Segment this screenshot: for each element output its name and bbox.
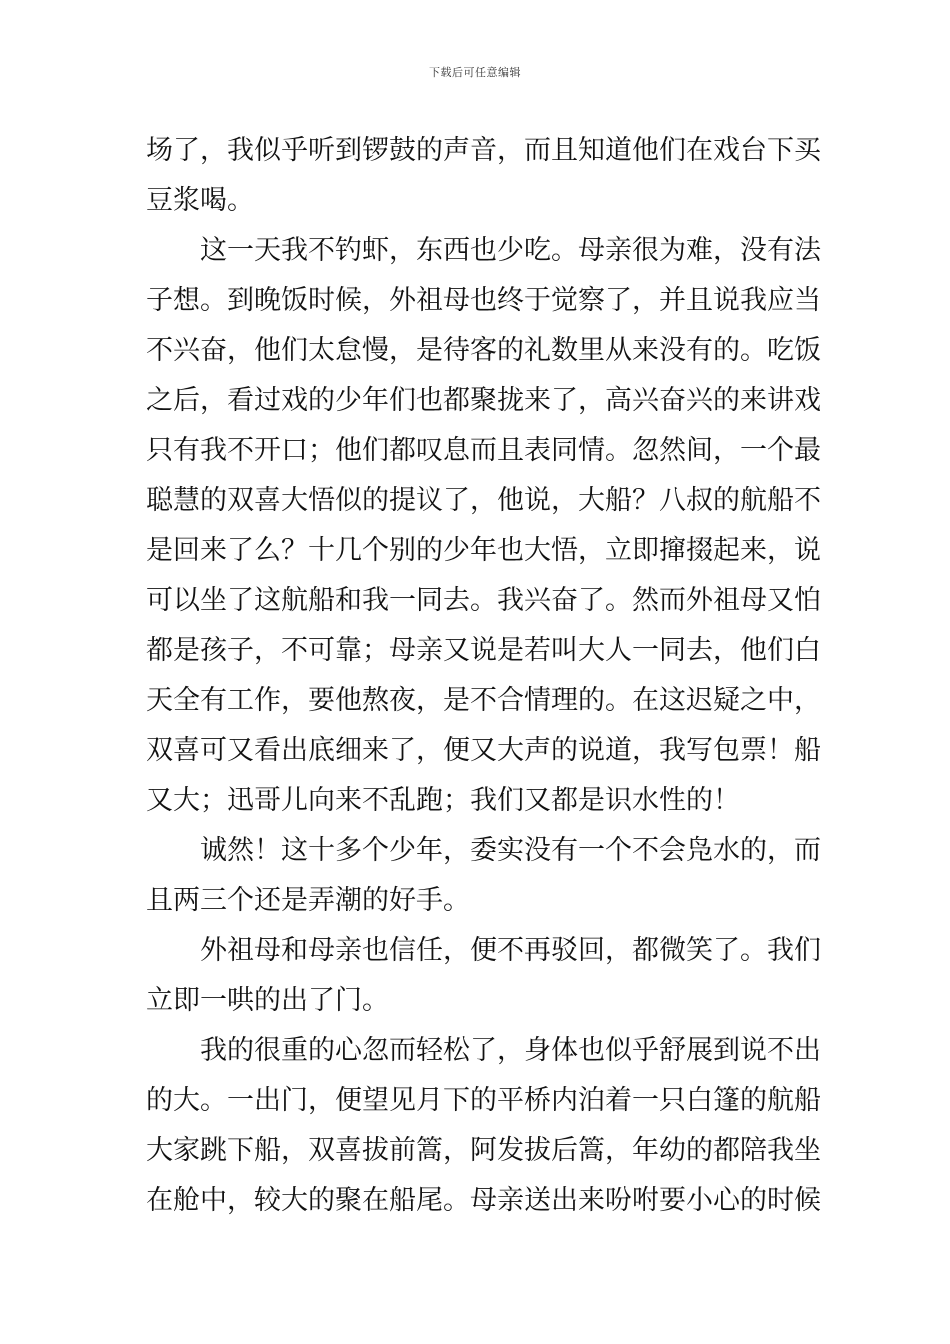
text-line: 豆浆喝。 <box>146 185 254 216</box>
text-line: 子想。到晚饭时候，外祖母也终于觉察了，并且说我应当 <box>146 285 821 316</box>
text-line: 双喜可又看出底细来了，便又大声的说道，我写包票！船 <box>146 735 821 766</box>
text-line: 之后，看过戏的少年们也都聚拢来了，高兴奋兴的来讲戏 <box>146 385 821 416</box>
text-line: 的大。一出门，便望见月下的平桥内泊着一只白篷的航船 <box>146 1085 821 1116</box>
text-line: 天全有工作，要他熬夜，是不合情理的。在这迟疑之中， <box>146 685 821 716</box>
text-line: 可以坐了这航船和我一同去。我兴奋了。然而外祖母又怕 <box>146 585 821 616</box>
text-line: 外祖母和母亲也信任，便不再驳回，都微笑了。我们 <box>200 935 821 966</box>
text-line: 只有我不开口；他们都叹息而且表同情。忽然间，一个最 <box>146 435 821 466</box>
text-line: 场了，我似乎听到锣鼓的声音，而且知道他们在戏台下买 <box>146 135 821 166</box>
text-line: 我的很重的心忽而轻松了，身体也似乎舒展到说不出 <box>200 1035 821 1066</box>
text-line: 又大；迅哥儿向来不乱跑；我们又都是识水性的！ <box>146 785 740 816</box>
text-line: 立即一哄的出了门。 <box>146 985 389 1016</box>
text-line: 聪慧的双喜大悟似的提议了，他说，大船？八叔的航船不 <box>146 485 821 516</box>
text-line: 大家跳下船，双喜拔前篙，阿发拔后篙，年幼的都陪我坐 <box>146 1135 821 1166</box>
text-line: 不兴奋，他们太怠慢，是待客的礼数里从来没有的。吃饭 <box>146 335 821 366</box>
text-line: 在舱中，较大的聚在船尾。母亲送出来吩咐要小心的时候 <box>146 1185 821 1216</box>
text-line: 是回来了么？十几个别的少年也大悟，立即撺掇起来，说 <box>146 535 821 566</box>
text-line: 诚然！这十多个少年，委实没有一个不会凫水的，而 <box>200 835 821 866</box>
text-line: 这一天我不钓虾，东西也少吃。母亲很为难，没有法 <box>200 235 821 266</box>
document-body <box>146 126 821 1226</box>
text-line: 且两三个还是弄潮的好手。 <box>146 885 470 916</box>
text-line: 都是孩子，不可靠；母亲又说是若叫大人一同去，他们白 <box>146 635 821 666</box>
page-header: 下载后可任意编辑 <box>429 66 521 79</box>
